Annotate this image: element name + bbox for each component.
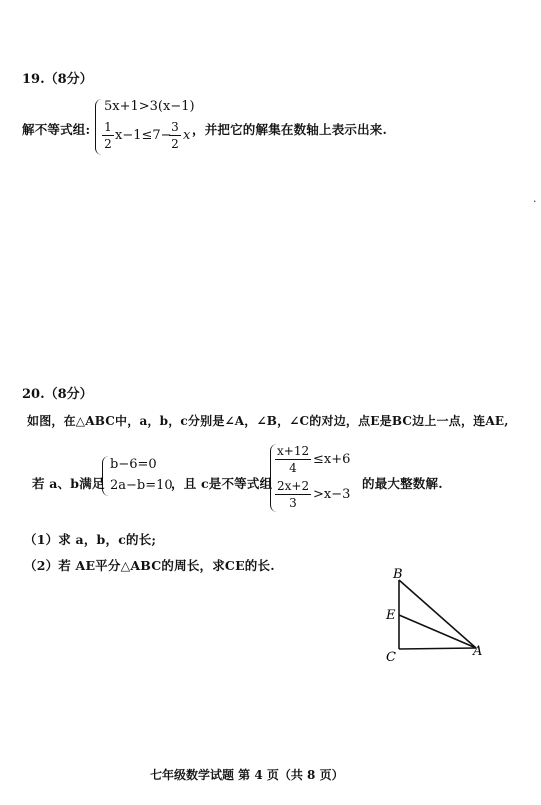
q20-system2-fraction1: x+12 4 xyxy=(277,444,310,475)
q20-system2-ineq1-tail: ≤x+6 xyxy=(313,452,351,467)
q19-instruction: ，并把它的解集在数轴上表示出来. xyxy=(192,122,388,137)
q20-statement-line1: 如图，在△ABC中，a，b，c分别是∠A，∠B，∠C的对边，点E是BC边上一点，连AE, xyxy=(27,414,509,428)
segment-ba xyxy=(399,580,476,648)
q19-heading: 19.（8分） xyxy=(22,72,93,87)
segment-ea xyxy=(399,615,476,648)
edge-mark-top: · xyxy=(533,195,537,208)
q20-heading: 20.（8分） xyxy=(22,387,93,402)
q20-condition-end: 的最大整数解. xyxy=(362,476,443,491)
q20-condition-mid: ，且 c是不等式组 xyxy=(171,476,273,491)
page-footer: 七年级数学试题 第 4 页（共 8 页） xyxy=(150,768,344,782)
q19-inequality-2-tail: x xyxy=(183,128,191,143)
q20-system1-eq1: b−6=0 xyxy=(110,457,157,472)
q20-system2-fraction2: 2x+2 3 xyxy=(277,479,310,510)
label-a: A xyxy=(473,644,483,659)
label-b: B xyxy=(393,567,403,582)
q19-inequality-1: 5x+1>3(x−1) xyxy=(104,99,195,114)
triangle-figure xyxy=(380,565,490,665)
q19-system-brace xyxy=(95,99,102,155)
label-c: C xyxy=(386,650,396,665)
segment-ca xyxy=(399,648,476,649)
q20-system1-brace xyxy=(102,456,109,496)
q19-fraction-three-halves: 3 2 xyxy=(169,120,181,151)
label-e: E xyxy=(386,608,396,623)
q19-fraction-half-1: 1 2 xyxy=(102,120,114,151)
q20-part2: （2）若 AE平分△ABC的周长，求CE的长. xyxy=(24,558,275,573)
q19-prompt: 解不等式组: xyxy=(22,122,91,137)
q20-system2-ineq2-tail: >x−3 xyxy=(313,487,351,502)
q19-inequality-2-middle: x−1≤7− xyxy=(115,128,172,143)
q20-system1-eq2: 2a−b=10 xyxy=(110,478,173,493)
q20-condition-intro: 若 a、b满足 xyxy=(32,476,105,491)
q20-part1: （1）求 a，b，c的长; xyxy=(24,532,157,547)
